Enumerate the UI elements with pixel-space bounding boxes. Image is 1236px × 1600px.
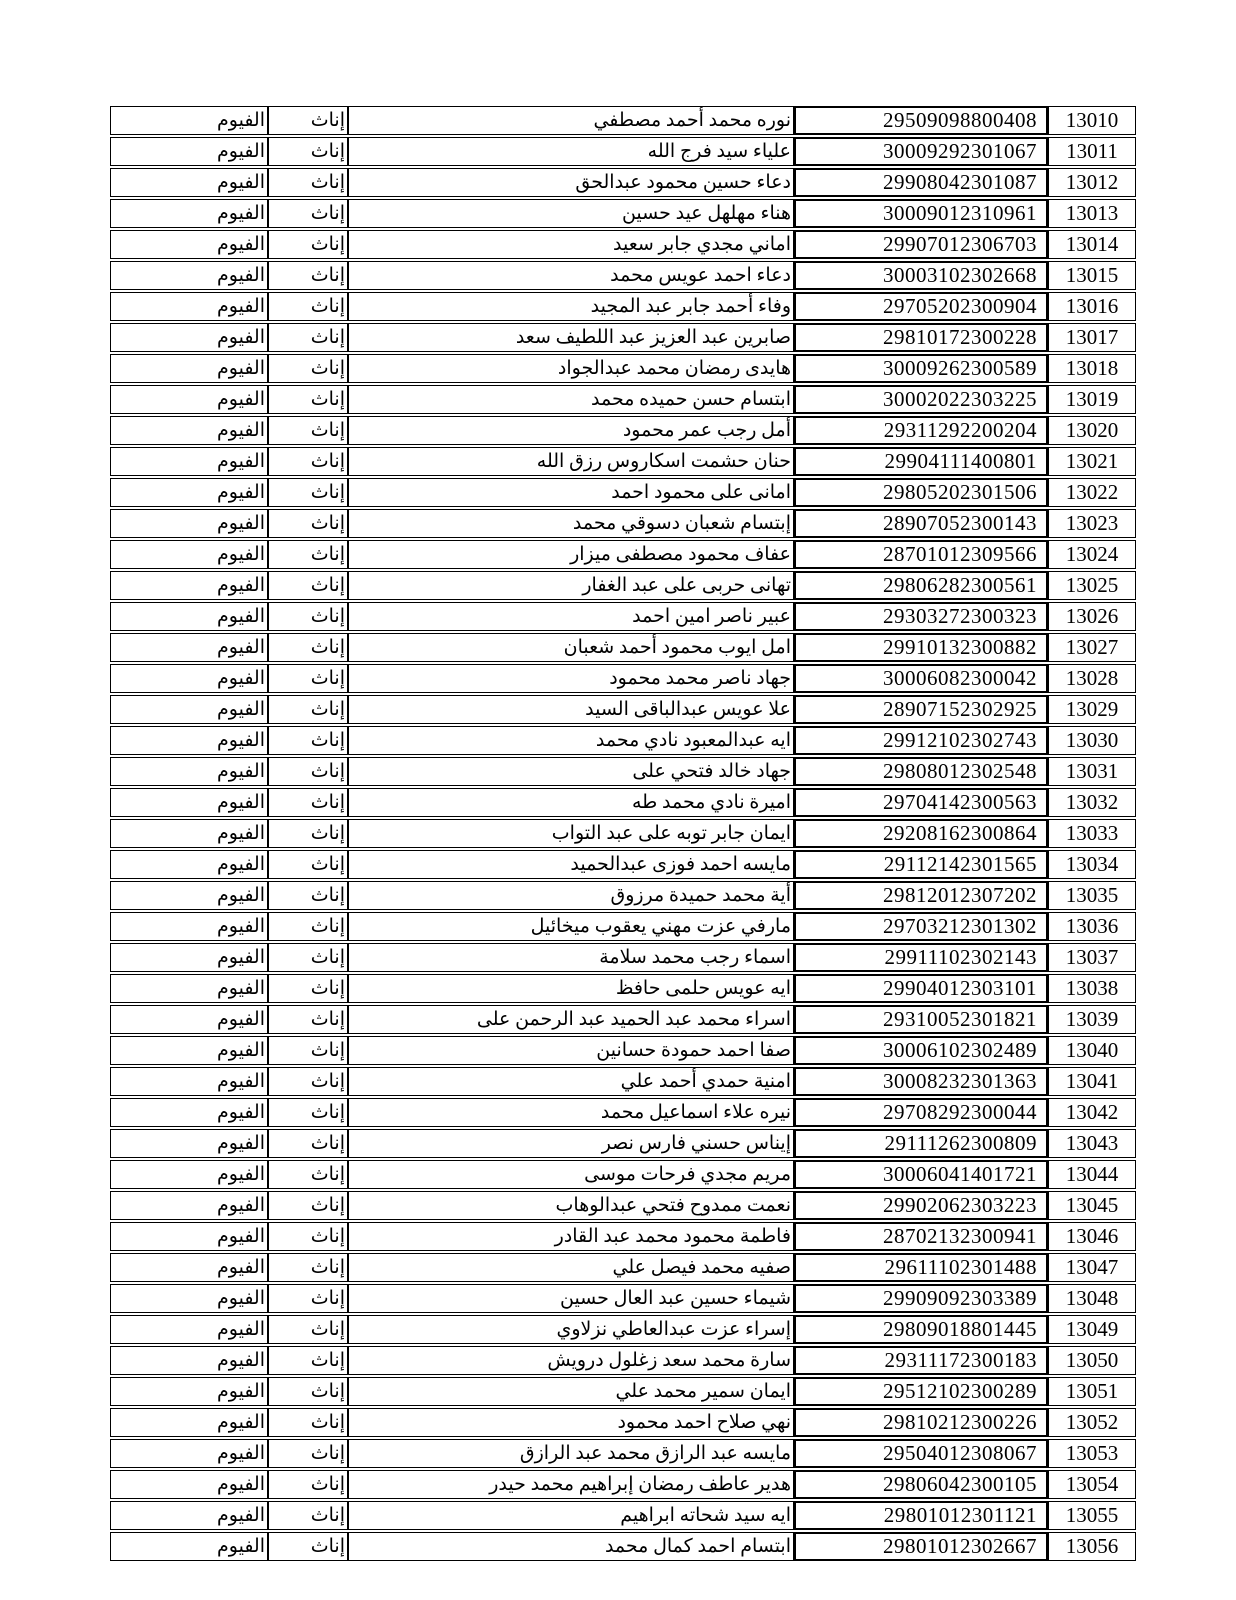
serial-cell: 13027 [1048,633,1136,662]
national-id-cell: 29310052301821 [794,1005,1048,1034]
gender-cell: إناث [268,1160,348,1189]
serial-cell: 13036 [1048,912,1136,941]
national-id-cell: 29904012303101 [794,974,1048,1003]
national-id-cell: 29904111400801 [794,447,1048,476]
national-id-cell: 29911102302143 [794,943,1048,972]
table-row [110,1284,1136,1313]
serial-cell: 13039 [1048,1005,1136,1034]
name-cell: هناء مهلهل عيد حسين [348,199,794,228]
gender-cell: إناث [268,850,348,879]
serial-cell: 13043 [1048,1129,1136,1158]
serial-cell: 13040 [1048,1036,1136,1065]
table-row [110,230,1136,259]
table-row [110,1067,1136,1096]
gender-cell: إناث [268,1315,348,1344]
governorate-cell: الفيوم [110,416,268,445]
serial-cell: 13018 [1048,354,1136,383]
gender-cell: إناث [268,1470,348,1499]
table-row [110,726,1136,755]
name-cell: اسراء محمد عبد الحميد عبد الرحمن على [348,1005,794,1034]
national-id-cell: 29812012307202 [794,881,1048,910]
table-row [110,1501,1136,1530]
governorate-cell: الفيوم [110,323,268,352]
gender-cell: إناث [268,230,348,259]
gender-cell: إناث [268,1253,348,1282]
name-cell: ايمان سمير محمد علي [348,1377,794,1406]
gender-cell: إناث [268,1377,348,1406]
governorate-cell: الفيوم [110,788,268,817]
name-cell: أمل رجب عمر محمود [348,416,794,445]
table-row [110,1377,1136,1406]
gender-cell: إناث [268,633,348,662]
gender-cell: إناث [268,1222,348,1251]
gender-cell: إناث [268,168,348,197]
serial-cell: 13033 [1048,819,1136,848]
governorate-cell: الفيوم [110,1253,268,1282]
governorate-cell: الفيوم [110,819,268,848]
national-id-cell: 29311172300183 [794,1346,1048,1375]
national-id-cell: 29909092303389 [794,1284,1048,1313]
serial-cell: 13056 [1048,1532,1136,1561]
table-row [110,1222,1136,1251]
table-row [110,1160,1136,1189]
table-row [110,602,1136,631]
governorate-cell: الفيوم [110,137,268,166]
gender-cell: إناث [268,261,348,290]
serial-cell: 13045 [1048,1191,1136,1220]
name-cell: اميرة نادي محمد طه [348,788,794,817]
table-row [110,1098,1136,1127]
name-cell: عبير ناصر امين احمد [348,602,794,631]
national-id-cell: 29708292300044 [794,1098,1048,1127]
gender-cell: إناث [268,1439,348,1468]
gender-cell: إناث [268,726,348,755]
gender-cell: إناث [268,1005,348,1034]
name-cell: شيماء حسين عبد العال حسين [348,1284,794,1313]
governorate-cell: الفيوم [110,1501,268,1530]
national-id-cell: 29801012302667 [794,1532,1048,1561]
table-row [110,168,1136,197]
table-row [110,416,1136,445]
name-cell: إبتسام شعبان دسوقي محمد [348,509,794,538]
serial-cell: 13010 [1048,106,1136,135]
table-row [110,385,1136,414]
table-row [110,106,1136,135]
governorate-cell: الفيوم [110,1315,268,1344]
governorate-cell: الفيوم [110,757,268,786]
table-row [110,478,1136,507]
governorate-cell: الفيوم [110,1067,268,1096]
gender-cell: إناث [268,1284,348,1313]
serial-cell: 13015 [1048,261,1136,290]
governorate-cell: الفيوم [110,385,268,414]
national-id-cell: 29504012308067 [794,1439,1048,1468]
governorate-cell: الفيوم [110,1036,268,1065]
name-cell: امل ايوب محمود أحمد شعبان [348,633,794,662]
name-cell: هايدى رمضان محمد عبدالجواد [348,354,794,383]
serial-cell: 13019 [1048,385,1136,414]
table-row [110,1346,1136,1375]
serial-cell: 13026 [1048,602,1136,631]
name-cell: امانى على محمود احمد [348,478,794,507]
national-id-cell: 29112142301565 [794,850,1048,879]
name-cell: ايه عبدالمعبود نادي محمد [348,726,794,755]
gender-cell: إناث [268,106,348,135]
governorate-cell: الفيوم [110,540,268,569]
national-id-cell: 30009292301067 [794,137,1048,166]
serial-cell: 13037 [1048,943,1136,972]
governorate-cell: الفيوم [110,1470,268,1499]
serial-cell: 13054 [1048,1470,1136,1499]
governorate-cell: الفيوم [110,1346,268,1375]
national-id-cell: 29509098800408 [794,106,1048,135]
table-row [110,1129,1136,1158]
names-roster-table [110,104,1136,1563]
national-id-cell: 30003102302668 [794,261,1048,290]
serial-cell: 13055 [1048,1501,1136,1530]
serial-cell: 13041 [1048,1067,1136,1096]
name-cell: اسماء رجب محمد سلامة [348,943,794,972]
governorate-cell: الفيوم [110,478,268,507]
national-id-cell: 29810172300228 [794,323,1048,352]
national-id-cell: 30008232301363 [794,1067,1048,1096]
national-id-cell: 29810212300226 [794,1408,1048,1437]
gender-cell: إناث [268,788,348,817]
national-id-cell: 29703212301302 [794,912,1048,941]
gender-cell: إناث [268,447,348,476]
gender-cell: إناث [268,540,348,569]
gender-cell: إناث [268,1036,348,1065]
national-id-cell: 29907012306703 [794,230,1048,259]
table-row [110,1253,1136,1282]
serial-cell: 13020 [1048,416,1136,445]
gender-cell: إناث [268,664,348,693]
table-row [110,664,1136,693]
name-cell: إسراء عزت عبدالعاطي نزلاوي [348,1315,794,1344]
serial-cell: 13047 [1048,1253,1136,1282]
national-id-cell: 29208162300864 [794,819,1048,848]
table-row [110,1315,1136,1344]
governorate-cell: الفيوم [110,168,268,197]
national-id-cell: 29801012301121 [794,1501,1048,1530]
serial-cell: 13030 [1048,726,1136,755]
table-row [110,974,1136,1003]
name-cell: عفاف محمود مصطفى ميزار [348,540,794,569]
gender-cell: إناث [268,602,348,631]
national-id-cell: 29111262300809 [794,1129,1048,1158]
national-id-cell: 29512102300289 [794,1377,1048,1406]
name-cell: سارة محمد سعد زغلول درويش [348,1346,794,1375]
national-id-cell: 30002022303225 [794,385,1048,414]
serial-cell: 13021 [1048,447,1136,476]
gender-cell: إناث [268,199,348,228]
governorate-cell: الفيوم [110,1284,268,1313]
gender-cell: إناث [268,1191,348,1220]
governorate-cell: الفيوم [110,199,268,228]
table-row [110,292,1136,321]
table-row [110,447,1136,476]
governorate-cell: الفيوم [110,571,268,600]
serial-cell: 13028 [1048,664,1136,693]
name-cell: نيره علاء اسماعيل محمد [348,1098,794,1127]
governorate-cell: الفيوم [110,633,268,662]
name-cell: دعاء حسين محمود عبدالحق [348,168,794,197]
name-cell: أية محمد حميدة مرزوق [348,881,794,910]
governorate-cell: الفيوم [110,1532,268,1561]
name-cell: ايه عويس حلمى حافظ [348,974,794,1003]
table-row [110,199,1136,228]
serial-cell: 13025 [1048,571,1136,600]
governorate-cell: الفيوم [110,354,268,383]
gender-cell: إناث [268,1067,348,1096]
gender-cell: إناث [268,1532,348,1561]
serial-cell: 13014 [1048,230,1136,259]
governorate-cell: الفيوم [110,943,268,972]
name-cell: علياء سيد فرج الله [348,137,794,166]
serial-cell: 13016 [1048,292,1136,321]
governorate-cell: الفيوم [110,850,268,879]
serial-cell: 13053 [1048,1439,1136,1468]
table-row [110,261,1136,290]
serial-cell: 13052 [1048,1408,1136,1437]
name-cell: إيناس حسني فارس نصر [348,1129,794,1158]
table-row [110,788,1136,817]
governorate-cell: الفيوم [110,106,268,135]
national-id-cell: 30006082300042 [794,664,1048,693]
national-id-cell: 29704142300563 [794,788,1048,817]
name-cell: ايه سيد شحاته ابراهيم [348,1501,794,1530]
gender-cell: إناث [268,695,348,724]
serial-cell: 13029 [1048,695,1136,724]
national-id-cell: 29809018801445 [794,1315,1048,1344]
table-row [110,1191,1136,1220]
national-id-cell: 28702132300941 [794,1222,1048,1251]
table-row [110,633,1136,662]
gender-cell: إناث [268,1346,348,1375]
table-row [110,819,1136,848]
national-id-cell: 28907052300143 [794,509,1048,538]
table-row [110,1005,1136,1034]
serial-cell: 13024 [1048,540,1136,569]
table-row [110,881,1136,910]
name-cell: نهي صلاح احمد محمود [348,1408,794,1437]
national-id-cell: 30009012310961 [794,199,1048,228]
governorate-cell: الفيوم [110,695,268,724]
national-id-cell: 28907152302925 [794,695,1048,724]
table-row [110,1470,1136,1499]
table-row [110,757,1136,786]
governorate-cell: الفيوم [110,912,268,941]
governorate-cell: الفيوم [110,726,268,755]
governorate-cell: الفيوم [110,881,268,910]
gender-cell: إناث [268,323,348,352]
national-id-cell: 29303272300323 [794,602,1048,631]
name-cell: نوره محمد أحمد مصطفي [348,106,794,135]
gender-cell: إناث [268,385,348,414]
governorate-cell: الفيوم [110,1160,268,1189]
name-cell: نعمت ممدوح فتحي عبدالوهاب [348,1191,794,1220]
serial-cell: 13022 [1048,478,1136,507]
gender-cell: إناث [268,478,348,507]
name-cell: امنية حمدي أحمد علي [348,1067,794,1096]
table-row [110,571,1136,600]
gender-cell: إناث [268,912,348,941]
governorate-cell: الفيوم [110,664,268,693]
national-id-cell: 30006102302489 [794,1036,1048,1065]
name-cell: صفا احمد حمودة حسانين [348,1036,794,1065]
table-row [110,137,1136,166]
serial-cell: 13023 [1048,509,1136,538]
national-id-cell: 29912102302743 [794,726,1048,755]
name-cell: ابتسام احمد كمال محمد [348,1532,794,1561]
gender-cell: إناث [268,881,348,910]
gender-cell: إناث [268,1129,348,1158]
table-row [110,850,1136,879]
governorate-cell: الفيوم [110,1191,268,1220]
serial-cell: 13051 [1048,1377,1136,1406]
governorate-cell: الفيوم [110,1005,268,1034]
table-row [110,1532,1136,1561]
serial-cell: 13046 [1048,1222,1136,1251]
serial-cell: 13012 [1048,168,1136,197]
gender-cell: إناث [268,571,348,600]
name-cell: اماني مجدي جابر سعيد [348,230,794,259]
name-cell: جهاد ناصر محمد محمود [348,664,794,693]
governorate-cell: الفيوم [110,447,268,476]
serial-cell: 13038 [1048,974,1136,1003]
national-id-cell: 29910132300882 [794,633,1048,662]
gender-cell: إناث [268,1408,348,1437]
table-row [110,354,1136,383]
name-cell: فاطمة محمود محمد عبد القادر [348,1222,794,1251]
national-id-cell: 28701012309566 [794,540,1048,569]
name-cell: حنان حشمت اسكاروس رزق الله [348,447,794,476]
governorate-cell: الفيوم [110,974,268,1003]
governorate-cell: الفيوم [110,230,268,259]
name-cell: مايسه احمد فوزى عبدالحميد [348,850,794,879]
name-cell: صابرين عبد العزيز عبد اللطيف سعد [348,323,794,352]
serial-cell: 13050 [1048,1346,1136,1375]
serial-cell: 13035 [1048,881,1136,910]
serial-cell: 13034 [1048,850,1136,879]
table-row [110,1408,1136,1437]
serial-cell: 13044 [1048,1160,1136,1189]
name-cell: علا عويس عبدالباقى السيد [348,695,794,724]
name-cell: ابتسام حسن حميده محمد [348,385,794,414]
name-cell: تهانى حربى على عبد الغفار [348,571,794,600]
national-id-cell: 29806282300561 [794,571,1048,600]
governorate-cell: الفيوم [110,261,268,290]
name-cell: وفاء أحمد جابر عبد المجيد [348,292,794,321]
gender-cell: إناث [268,509,348,538]
table-row [110,943,1136,972]
governorate-cell: الفيوم [110,292,268,321]
serial-cell: 13013 [1048,199,1136,228]
table-row [110,540,1136,569]
serial-cell: 13049 [1048,1315,1136,1344]
name-cell: مارفي عزت مهني يعقوب ميخائيل [348,912,794,941]
name-cell: هدير عاطف رمضان إبراهيم محمد حيدر [348,1470,794,1499]
national-id-cell: 29902062303223 [794,1191,1048,1220]
gender-cell: إناث [268,416,348,445]
table-row [110,1439,1136,1468]
serial-cell: 13031 [1048,757,1136,786]
gender-cell: إناث [268,1098,348,1127]
gender-cell: إناث [268,292,348,321]
serial-cell: 13032 [1048,788,1136,817]
governorate-cell: الفيوم [110,1377,268,1406]
governorate-cell: الفيوم [110,1222,268,1251]
name-cell: ايمان جابر توبه على عبد التواب [348,819,794,848]
governorate-cell: الفيوم [110,1439,268,1468]
name-cell: مريم مجدي فرحات موسى [348,1160,794,1189]
table-row [110,323,1136,352]
serial-cell: 13017 [1048,323,1136,352]
national-id-cell: 29808012302548 [794,757,1048,786]
national-id-cell: 29805202301506 [794,478,1048,507]
national-id-cell: 30006041401721 [794,1160,1048,1189]
table-row [110,1036,1136,1065]
national-id-cell: 29908042301087 [794,168,1048,197]
national-id-cell: 30009262300589 [794,354,1048,383]
table-row [110,912,1136,941]
serial-cell: 13042 [1048,1098,1136,1127]
serial-cell: 13011 [1048,137,1136,166]
gender-cell: إناث [268,137,348,166]
governorate-cell: الفيوم [110,602,268,631]
national-id-cell: 29806042300105 [794,1470,1048,1499]
name-cell: دعاء احمد عويس محمد [348,261,794,290]
gender-cell: إناث [268,757,348,786]
gender-cell: إناث [268,819,348,848]
name-cell: جهاد خالد فتحي على [348,757,794,786]
table-row [110,509,1136,538]
name-cell: مايسه عبد الرازق محمد عبد الرازق [348,1439,794,1468]
table-row [110,695,1136,724]
governorate-cell: الفيوم [110,509,268,538]
national-id-cell: 29611102301488 [794,1253,1048,1282]
governorate-cell: الفيوم [110,1129,268,1158]
gender-cell: إناث [268,943,348,972]
serial-cell: 13048 [1048,1284,1136,1313]
governorate-cell: الفيوم [110,1408,268,1437]
gender-cell: إناث [268,1501,348,1530]
national-id-cell: 29705202300904 [794,292,1048,321]
governorate-cell: الفيوم [110,1098,268,1127]
gender-cell: إناث [268,354,348,383]
gender-cell: إناث [268,974,348,1003]
name-cell: صفيه محمد فيصل علي [348,1253,794,1282]
national-id-cell: 29311292200204 [794,416,1048,445]
